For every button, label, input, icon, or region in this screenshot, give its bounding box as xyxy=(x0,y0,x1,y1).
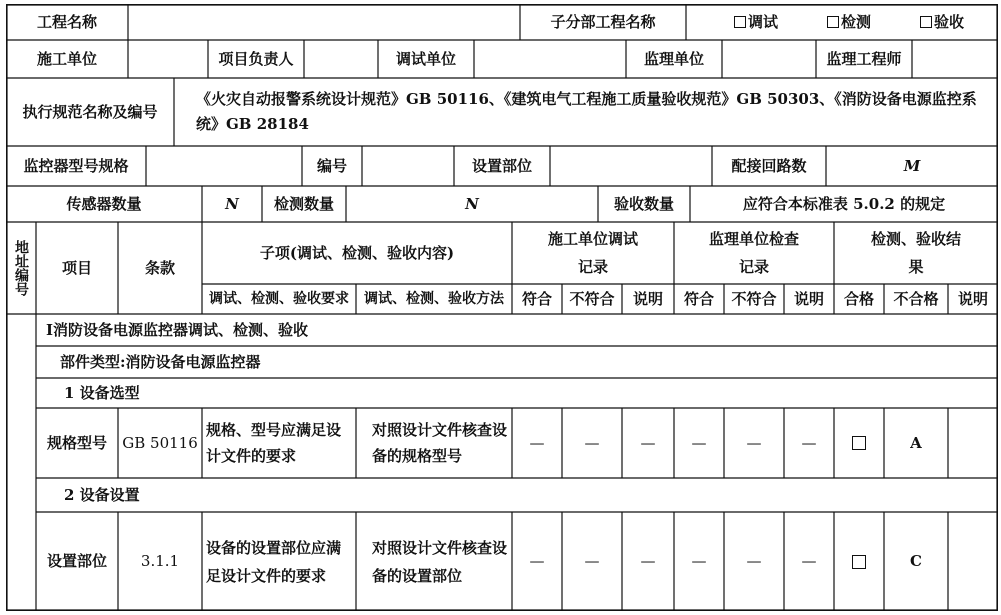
group-selection: 1 设备选型 xyxy=(64,383,140,402)
contractor-note-header: 说明 xyxy=(632,289,663,308)
option-commissioning[interactable] xyxy=(706,4,806,40)
subsection-label: 子分部工程名称 xyxy=(550,12,656,31)
checkbox-icon[interactable] xyxy=(827,16,839,28)
row2-item: 设置部位 xyxy=(46,552,107,570)
sensor-count-label: 传感器数量 xyxy=(66,194,142,213)
loop-count-value: M xyxy=(903,156,921,175)
row2-dash-6: — xyxy=(801,552,817,570)
group-placement: 2 设备设置 xyxy=(64,485,140,504)
row1-dash-5: — xyxy=(746,433,762,452)
checkbox-icon[interactable] xyxy=(920,16,932,28)
section-title: Ⅰ消防设备电源监控器调试、检测、验收 xyxy=(46,320,309,339)
row2-dash-1: — xyxy=(529,552,545,570)
contractor-nonconform-header: 不符合 xyxy=(569,289,615,308)
supervision-unit-label: 监理单位 xyxy=(643,49,704,68)
accept-count-label: 验收数量 xyxy=(613,194,674,213)
clause-header: 条款 xyxy=(144,258,175,277)
row1-dash-1: — xyxy=(529,433,545,452)
component-type: 部件类型:消防设备电源监控器 xyxy=(60,352,261,371)
supervisor-nonconform-header: 不符合 xyxy=(731,289,777,308)
row1-note-cell[interactable] xyxy=(948,408,998,478)
supervision-engineer-label: 监理工程师 xyxy=(826,49,902,68)
standard-text: 《火灾自动报警系统设计规范》GB 50116、《建筑电气工程施工质量验收规范》GB 50303、《消防设备电源监控系统》GB 28184 xyxy=(196,90,977,133)
contractor-label: 施工单位 xyxy=(36,49,97,68)
checkbox-icon[interactable] xyxy=(852,436,866,450)
project-lead-label: 项目负责人 xyxy=(218,49,294,68)
option-inspection[interactable] xyxy=(806,4,892,40)
row1-pass-cell[interactable] xyxy=(834,408,884,478)
result-fail-header: 不合格 xyxy=(893,289,939,308)
row2-clause: 3.1.1 xyxy=(140,552,180,570)
number-label: 编号 xyxy=(316,156,347,175)
row1-dash-3: — xyxy=(640,433,656,452)
option-label: 检测 xyxy=(840,12,871,31)
result-note-header: 说明 xyxy=(957,289,988,308)
result-pass-header: 合格 xyxy=(843,289,874,308)
contractor-record-header: 施工单位调试记录 xyxy=(547,230,638,276)
row1-method: 对照设计文件核查设备的规格型号 xyxy=(372,421,508,465)
supervisor-conform-header: 符合 xyxy=(683,289,714,308)
row2-grade: C xyxy=(910,552,922,570)
row2-dash-5: — xyxy=(746,552,762,570)
supervisor-note-header: 说明 xyxy=(793,289,824,308)
row1-dash-6: — xyxy=(801,433,817,452)
inspect-count-label: 检测数量 xyxy=(273,194,334,213)
row2-dash-4: — xyxy=(691,552,707,570)
row2-requirement: 设备的设置部位应满足设计文件的要求 xyxy=(206,538,342,585)
checkbox-icon[interactable] xyxy=(852,555,866,569)
checkbox-icon[interactable] xyxy=(734,16,746,28)
accept-count-value: 应符合本标准表 5.0.2 的规定 xyxy=(742,194,946,213)
supervisor-record-header: 监理单位检查记录 xyxy=(708,230,799,276)
option-label: 验收 xyxy=(933,12,964,31)
project-name-label: 工程名称 xyxy=(36,12,97,31)
row2-dash-2: — xyxy=(584,552,600,570)
item-header: 项目 xyxy=(61,258,92,277)
row1-grade: A xyxy=(910,433,922,452)
row1-dash-2: — xyxy=(584,433,600,452)
location-label: 设置部位 xyxy=(471,156,532,175)
row2-dash-3: — xyxy=(640,552,656,570)
row1-item: 规格型号 xyxy=(46,433,107,452)
commissioning-unit-label: 调试单位 xyxy=(395,49,456,68)
row2-pass-cell[interactable] xyxy=(834,512,884,611)
row1-requirement: 规格、型号应满足设计文件的要求 xyxy=(206,421,342,465)
subitem-header: 子项(调试、检测、验收内容) xyxy=(259,243,455,262)
standard-label: 执行规范名称及编号 xyxy=(22,102,158,121)
inspection-form xyxy=(6,4,998,611)
project-name-value[interactable] xyxy=(128,4,520,40)
requirement-header: 调试、检测、验收要求 xyxy=(209,290,349,307)
loop-count-label: 配接回路数 xyxy=(731,156,807,175)
inspect-count-value: N xyxy=(465,194,479,213)
row2-note-cell[interactable] xyxy=(948,512,998,611)
row1-clause: GB 50116 xyxy=(122,433,198,452)
contractor-conform-header: 符合 xyxy=(521,289,552,308)
method-header: 调试、检测、验收方法 xyxy=(364,290,504,307)
row1-dash-4: — xyxy=(691,433,707,452)
address-number-header: 地址编号 xyxy=(13,240,29,296)
monitor-model-label: 监控器型号规格 xyxy=(23,156,129,175)
option-label: 调试 xyxy=(747,12,778,31)
result-header: 检测、验收结果 xyxy=(870,230,961,276)
sensor-count-value: N xyxy=(225,194,239,213)
option-acceptance[interactable] xyxy=(892,4,992,40)
row2-method: 对照设计文件核查设备的设置部位 xyxy=(372,538,508,585)
